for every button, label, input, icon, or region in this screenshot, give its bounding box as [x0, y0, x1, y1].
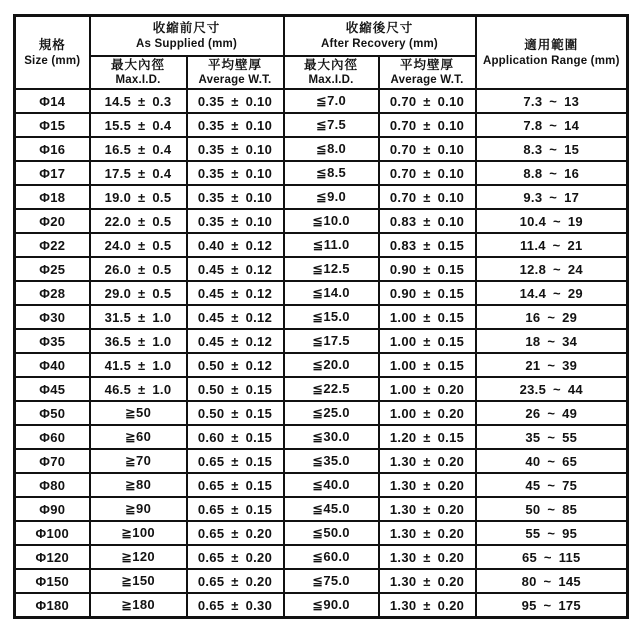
cell-supplied-max-id: ≧90 [90, 497, 187, 521]
cell-application-range: 26 ~ 49 [476, 401, 628, 425]
cell-recovery-max-id: ≦30.0 [284, 425, 379, 449]
header-recovery-avg-wt [379, 56, 476, 90]
cell-supplied-avg-wt: 0.35 ± 0.10 [187, 185, 284, 209]
cell-supplied-max-id: 36.5 ± 1.0 [90, 329, 187, 353]
cell-application-range: 16 ~ 29 [476, 305, 628, 329]
cell-supplied-avg-wt: 0.35 ± 0.10 [187, 209, 284, 233]
table-row [15, 473, 628, 497]
cell-application-range: 18 ~ 34 [476, 329, 628, 353]
cell-supplied-avg-wt: 0.65 ± 0.30 [187, 593, 284, 617]
cell-size: Φ70 [15, 449, 90, 473]
header-supplied-max-id-en: Max.I.D. [115, 74, 161, 87]
cell-size: Φ60 [15, 425, 90, 449]
cell-supplied-avg-wt: 0.35 ± 0.10 [187, 161, 284, 185]
table-row [15, 113, 628, 137]
cell-supplied-max-id: ≧60 [90, 425, 187, 449]
header-recovery-avg-wt-en: Average W.T. [390, 74, 464, 87]
cell-supplied-max-id: ≧50 [90, 401, 187, 425]
cell-recovery-max-id: ≦60.0 [284, 545, 379, 569]
cell-recovery-max-id: ≦12.5 [284, 257, 379, 281]
cell-supplied-max-id: ≧100 [90, 521, 187, 545]
header-as-supplied [90, 16, 284, 56]
cell-recovery-max-id: ≦15.0 [284, 305, 379, 329]
cell-recovery-avg-wt: 0.90 ± 0.15 [379, 257, 476, 281]
cell-size: Φ45 [15, 377, 90, 401]
cell-recovery-max-id: ≦75.0 [284, 569, 379, 593]
header-supplied-avg-wt-en: Average W.T. [198, 74, 272, 87]
cell-supplied-avg-wt: 0.35 ± 0.10 [187, 89, 284, 113]
table-row [15, 257, 628, 281]
header-size-zh: 規格 [38, 37, 66, 52]
cell-application-range: 23.5 ~ 44 [476, 377, 628, 401]
cell-supplied-max-id: 31.5 ± 1.0 [90, 305, 187, 329]
table-row [15, 353, 628, 377]
header-size-en: Size (mm) [24, 54, 81, 67]
cell-supplied-avg-wt: 0.50 ± 0.15 [187, 377, 284, 401]
cell-supplied-max-id: 26.0 ± 0.5 [90, 257, 187, 281]
cell-recovery-max-id: ≦7.5 [284, 113, 379, 137]
cell-recovery-avg-wt: 0.83 ± 0.15 [379, 233, 476, 257]
cell-recovery-avg-wt: 0.83 ± 0.10 [379, 209, 476, 233]
cell-application-range: 21 ~ 39 [476, 353, 628, 377]
cell-application-range: 55 ~ 95 [476, 521, 628, 545]
header-supplied-avg-wt [187, 56, 284, 90]
cell-size: Φ35 [15, 329, 90, 353]
cell-application-range: 8.3 ~ 15 [476, 137, 628, 161]
table-row [15, 161, 628, 185]
header-as-supplied-en: As Supplied (mm) [136, 37, 237, 50]
cell-supplied-max-id: 16.5 ± 0.4 [90, 137, 187, 161]
cell-supplied-avg-wt: 0.45 ± 0.12 [187, 329, 284, 353]
header-group-row [15, 16, 628, 56]
cell-application-range: 7.8 ~ 14 [476, 113, 628, 137]
cell-size: Φ80 [15, 473, 90, 497]
cell-supplied-avg-wt: 0.45 ± 0.12 [187, 305, 284, 329]
table-row [15, 281, 628, 305]
cell-size: Φ16 [15, 137, 90, 161]
table-row [15, 593, 628, 617]
table-row [15, 377, 628, 401]
cell-supplied-max-id: ≧70 [90, 449, 187, 473]
cell-recovery-max-id: ≦8.5 [284, 161, 379, 185]
cell-recovery-avg-wt: 1.30 ± 0.20 [379, 449, 476, 473]
cell-recovery-avg-wt: 0.70 ± 0.10 [379, 89, 476, 113]
cell-supplied-max-id: 41.5 ± 1.0 [90, 353, 187, 377]
cell-recovery-avg-wt: 1.30 ± 0.20 [379, 497, 476, 521]
table-row [15, 401, 628, 425]
spec-table-body [15, 89, 628, 617]
cell-application-range: 50 ~ 85 [476, 497, 628, 521]
header-supplied-max-id-zh: 最大內徑 [110, 57, 165, 72]
header-application-range [476, 16, 628, 90]
cell-application-range: 10.4 ~ 19 [476, 209, 628, 233]
header-supplied-avg-wt-zh: 平均壁厚 [207, 57, 262, 72]
cell-supplied-max-id: 17.5 ± 0.4 [90, 161, 187, 185]
cell-supplied-avg-wt: 0.35 ± 0.10 [187, 137, 284, 161]
cell-size: Φ14 [15, 89, 90, 113]
cell-recovery-max-id: ≦35.0 [284, 449, 379, 473]
cell-recovery-avg-wt: 1.30 ± 0.20 [379, 569, 476, 593]
table-row [15, 233, 628, 257]
spec-table-header [15, 16, 628, 90]
cell-supplied-avg-wt: 0.65 ± 0.15 [187, 473, 284, 497]
header-recovery-max-id [284, 56, 379, 90]
cell-supplied-max-id: 24.0 ± 0.5 [90, 233, 187, 257]
table-row [15, 497, 628, 521]
cell-size: Φ25 [15, 257, 90, 281]
cell-supplied-avg-wt: 0.40 ± 0.12 [187, 233, 284, 257]
cell-recovery-max-id: ≦40.0 [284, 473, 379, 497]
header-application-range-zh: 適用範圍 [524, 37, 579, 52]
header-recovery-avg-wt-zh: 平均壁厚 [400, 57, 455, 72]
cell-supplied-avg-wt: 0.65 ± 0.15 [187, 449, 284, 473]
cell-application-range: 35 ~ 55 [476, 425, 628, 449]
cell-supplied-avg-wt: 0.35 ± 0.10 [187, 113, 284, 137]
cell-supplied-max-id: 15.5 ± 0.4 [90, 113, 187, 137]
header-size [15, 16, 90, 90]
cell-recovery-avg-wt: 0.70 ± 0.10 [379, 185, 476, 209]
cell-recovery-max-id: ≦17.5 [284, 329, 379, 353]
cell-supplied-avg-wt: 0.45 ± 0.12 [187, 257, 284, 281]
cell-recovery-avg-wt: 1.30 ± 0.20 [379, 545, 476, 569]
cell-size: Φ40 [15, 353, 90, 377]
cell-recovery-avg-wt: 0.70 ± 0.10 [379, 137, 476, 161]
header-after-recovery-zh: 收縮後尺寸 [345, 20, 414, 35]
table-row [15, 521, 628, 545]
cell-supplied-avg-wt: 0.65 ± 0.20 [187, 521, 284, 545]
table-row [15, 569, 628, 593]
table-row [15, 209, 628, 233]
cell-recovery-avg-wt: 0.70 ± 0.10 [379, 113, 476, 137]
cell-supplied-avg-wt: 0.50 ± 0.12 [187, 353, 284, 377]
cell-recovery-max-id: ≦50.0 [284, 521, 379, 545]
cell-supplied-max-id: ≧80 [90, 473, 187, 497]
cell-supplied-avg-wt: 0.65 ± 0.20 [187, 545, 284, 569]
cell-size: Φ100 [15, 521, 90, 545]
cell-application-range: 40 ~ 65 [476, 449, 628, 473]
cell-recovery-avg-wt: 1.30 ± 0.20 [379, 473, 476, 497]
cell-application-range: 8.8 ~ 16 [476, 161, 628, 185]
cell-application-range: 9.3 ~ 17 [476, 185, 628, 209]
table-row [15, 185, 628, 209]
cell-recovery-max-id: ≦10.0 [284, 209, 379, 233]
cell-size: Φ150 [15, 569, 90, 593]
header-supplied-max-id [90, 56, 187, 90]
header-recovery-max-id-zh: 最大內徑 [303, 57, 358, 72]
header-recovery-max-id-en: Max.I.D. [308, 74, 354, 87]
table-row [15, 329, 628, 353]
cell-recovery-avg-wt: 1.30 ± 0.20 [379, 521, 476, 545]
cell-size: Φ120 [15, 545, 90, 569]
cell-application-range: 11.4 ~ 21 [476, 233, 628, 257]
cell-supplied-avg-wt: 0.65 ± 0.15 [187, 497, 284, 521]
cell-supplied-avg-wt: 0.65 ± 0.20 [187, 569, 284, 593]
header-after-recovery [284, 16, 476, 56]
cell-recovery-max-id: ≦8.0 [284, 137, 379, 161]
cell-recovery-max-id: ≦90.0 [284, 593, 379, 617]
table-row [15, 449, 628, 473]
cell-recovery-avg-wt: 1.20 ± 0.15 [379, 425, 476, 449]
table-row [15, 545, 628, 569]
cell-recovery-avg-wt: 0.90 ± 0.15 [379, 281, 476, 305]
cell-application-range: 45 ~ 75 [476, 473, 628, 497]
cell-recovery-avg-wt: 1.00 ± 0.20 [379, 377, 476, 401]
header-as-supplied-zh: 收縮前尺寸 [152, 20, 221, 35]
cell-size: Φ180 [15, 593, 90, 617]
cell-recovery-avg-wt: 1.00 ± 0.15 [379, 305, 476, 329]
cell-recovery-max-id: ≦45.0 [284, 497, 379, 521]
cell-supplied-max-id: 14.5 ± 0.3 [90, 89, 187, 113]
cell-application-range: 12.8 ~ 24 [476, 257, 628, 281]
cell-supplied-max-id: 46.5 ± 1.0 [90, 377, 187, 401]
cell-application-range: 14.4 ~ 29 [476, 281, 628, 305]
cell-size: Φ17 [15, 161, 90, 185]
cell-application-range: 7.3 ~ 13 [476, 89, 628, 113]
cell-application-range: 95 ~ 175 [476, 593, 628, 617]
cell-supplied-max-id: 29.0 ± 0.5 [90, 281, 187, 305]
spec-table [13, 14, 629, 619]
table-row [15, 137, 628, 161]
cell-recovery-max-id: ≦22.5 [284, 377, 379, 401]
cell-supplied-max-id: 19.0 ± 0.5 [90, 185, 187, 209]
cell-supplied-max-id: ≧120 [90, 545, 187, 569]
cell-size: Φ50 [15, 401, 90, 425]
cell-size: Φ30 [15, 305, 90, 329]
cell-supplied-avg-wt: 0.45 ± 0.12 [187, 281, 284, 305]
cell-supplied-max-id: 22.0 ± 0.5 [90, 209, 187, 233]
cell-recovery-avg-wt: 0.70 ± 0.10 [379, 161, 476, 185]
table-row [15, 425, 628, 449]
cell-application-range: 80 ~ 145 [476, 569, 628, 593]
cell-recovery-max-id: ≦25.0 [284, 401, 379, 425]
cell-recovery-avg-wt: 1.00 ± 0.15 [379, 353, 476, 377]
cell-size: Φ15 [15, 113, 90, 137]
cell-supplied-max-id: ≧180 [90, 593, 187, 617]
header-application-range-en: Application Range (mm) [482, 54, 620, 67]
cell-supplied-avg-wt: 0.50 ± 0.15 [187, 401, 284, 425]
cell-recovery-max-id: ≦11.0 [284, 233, 379, 257]
cell-recovery-avg-wt: 1.00 ± 0.20 [379, 401, 476, 425]
table-row [15, 89, 628, 113]
cell-recovery-max-id: ≦7.0 [284, 89, 379, 113]
cell-size: Φ28 [15, 281, 90, 305]
cell-application-range: 65 ~ 115 [476, 545, 628, 569]
cell-size: Φ20 [15, 209, 90, 233]
cell-recovery-max-id: ≦20.0 [284, 353, 379, 377]
cell-size: Φ90 [15, 497, 90, 521]
cell-recovery-max-id: ≦14.0 [284, 281, 379, 305]
cell-recovery-avg-wt: 1.00 ± 0.15 [379, 329, 476, 353]
table-row [15, 305, 628, 329]
cell-size: Φ18 [15, 185, 90, 209]
cell-supplied-avg-wt: 0.60 ± 0.15 [187, 425, 284, 449]
cell-recovery-max-id: ≦9.0 [284, 185, 379, 209]
cell-supplied-max-id: ≧150 [90, 569, 187, 593]
cell-recovery-avg-wt: 1.30 ± 0.20 [379, 593, 476, 617]
header-after-recovery-en: After Recovery (mm) [321, 37, 438, 50]
cell-size: Φ22 [15, 233, 90, 257]
